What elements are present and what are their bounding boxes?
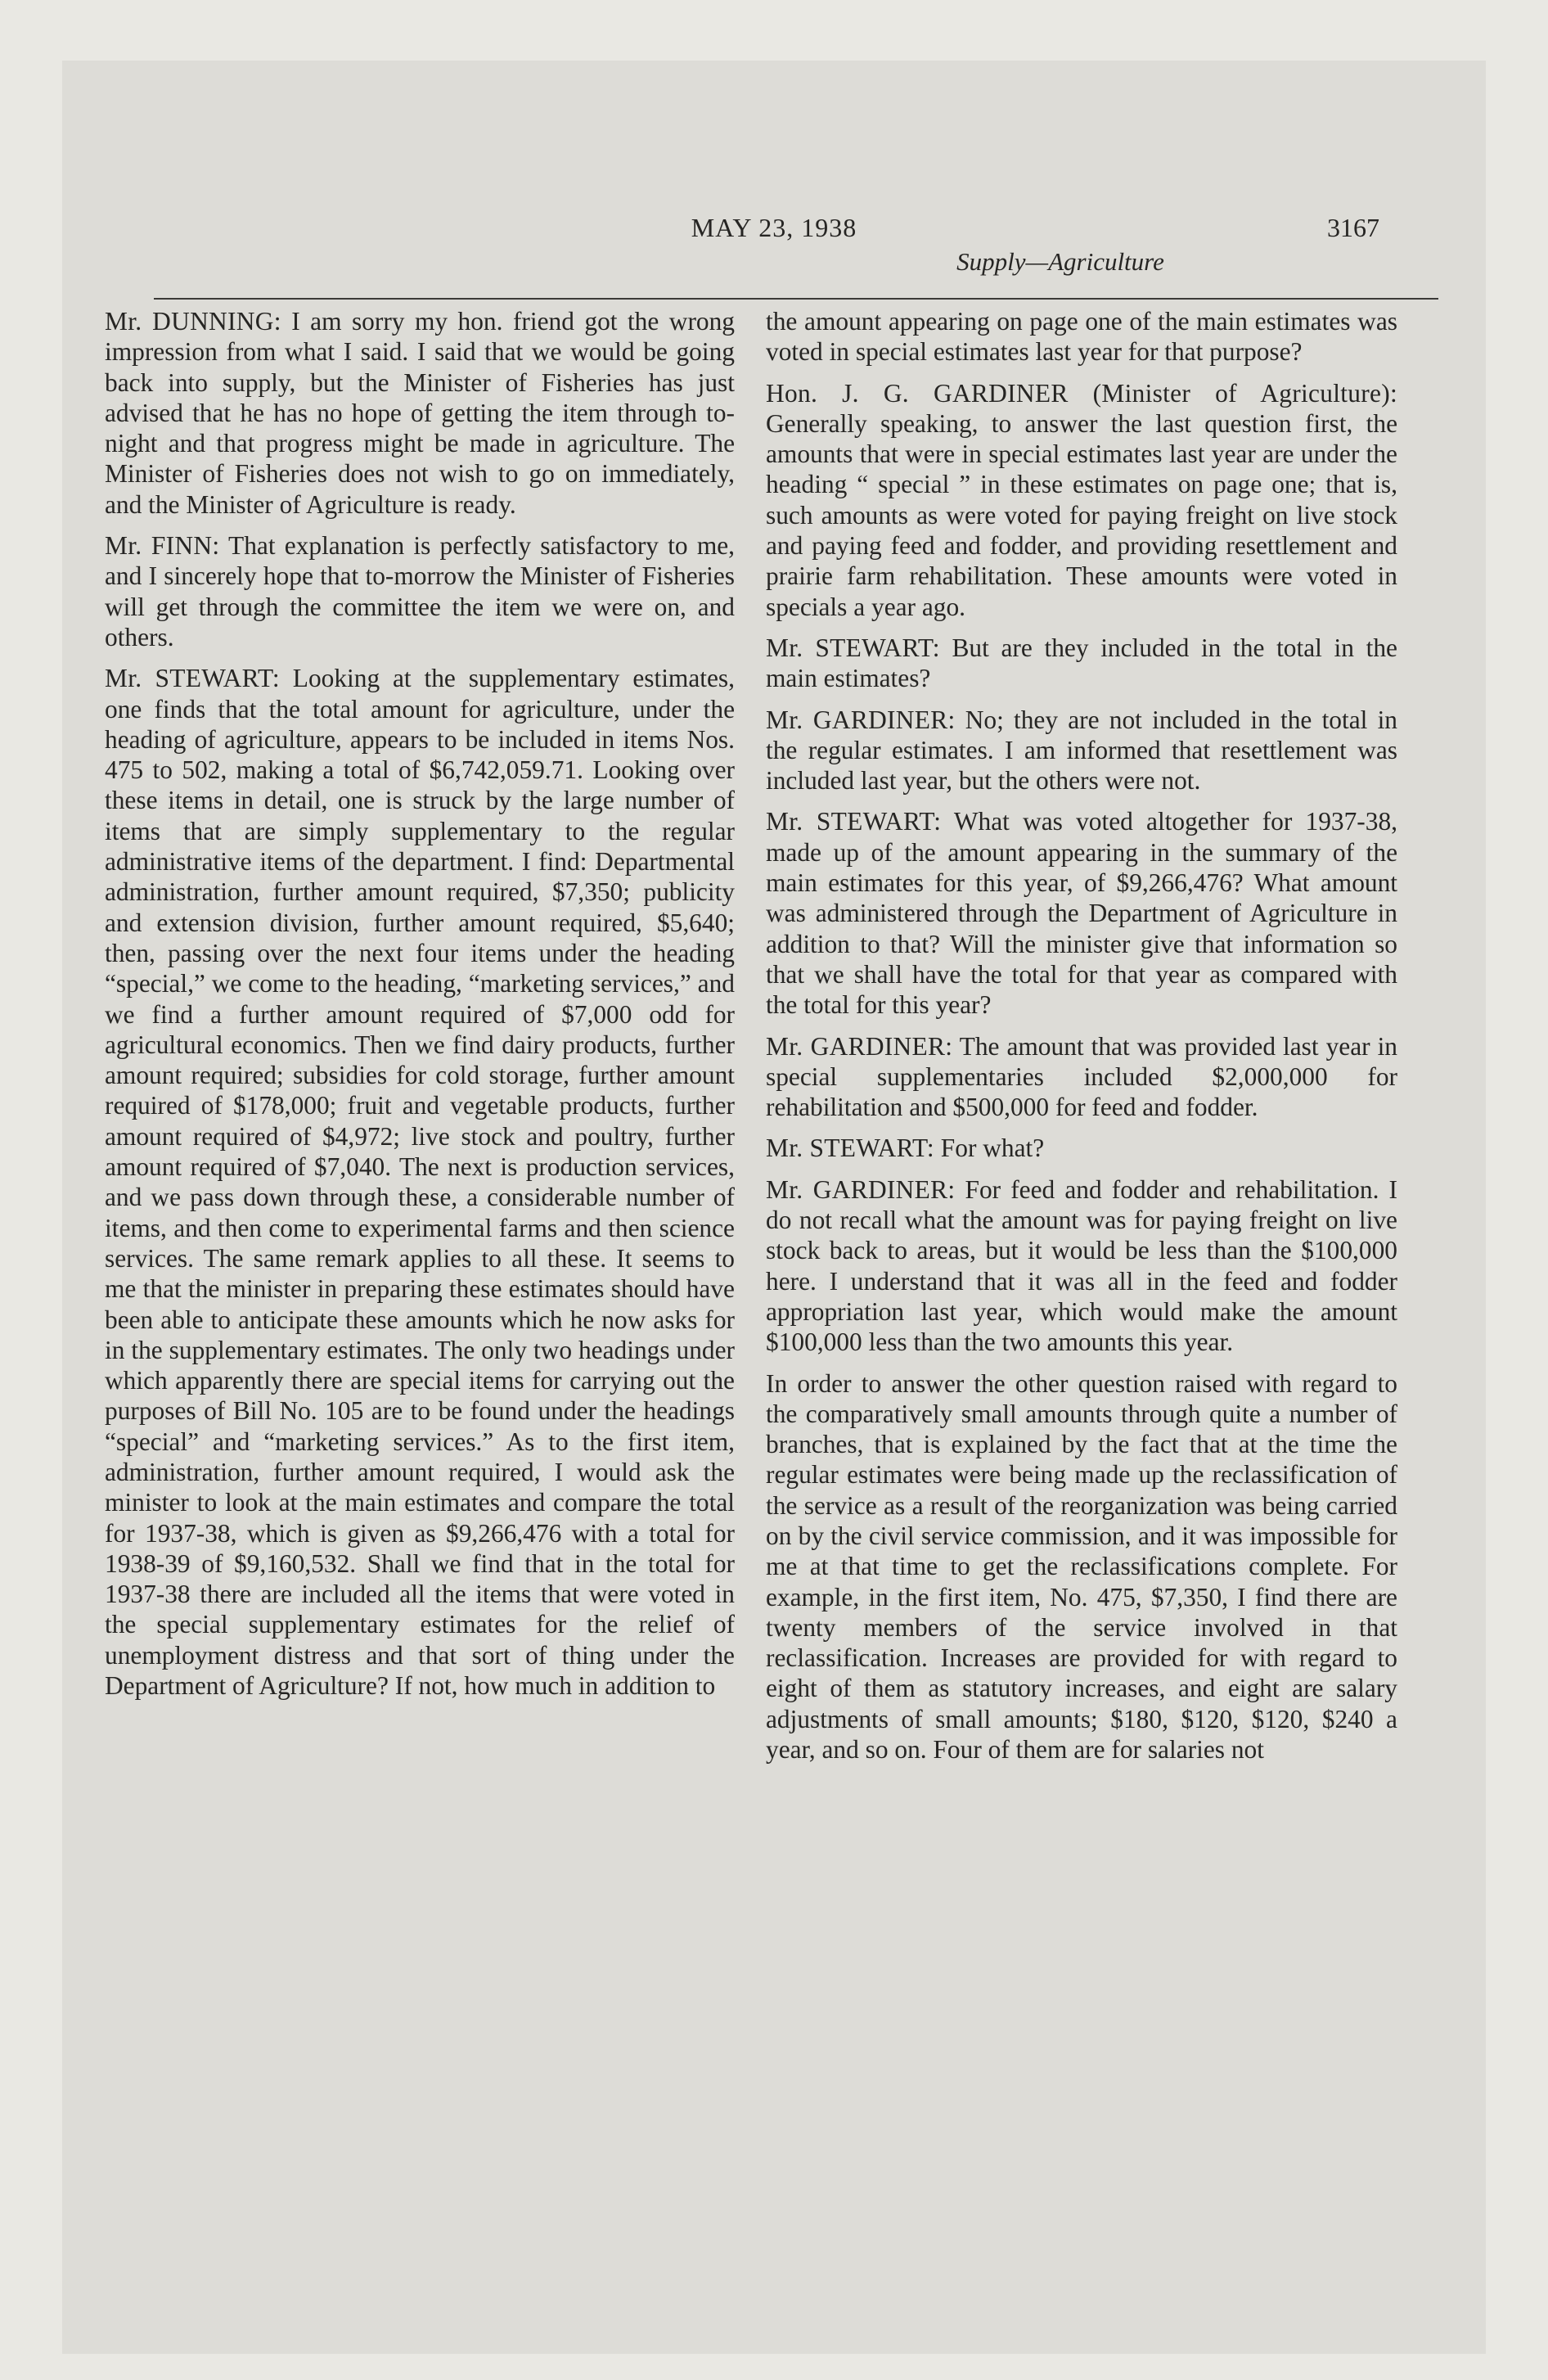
page-header <box>62 159 1486 298</box>
paragraph <box>766 806 1397 1020</box>
paragraph-text: I am sorry my hon. friend got the wrong impression from what I said. I said that we would be going back into supply, but the Minister of Fisheries has just advised that he has no hope of getting the item through to-night and that progress might be made in agriculture. The Minister of Fisheries does not wish to go on immediately, and the Minister of Agriculture is ready. <box>105 307 735 519</box>
paragraph-text: No; they are not included in the total in the regular estimates. I am informed that resettlement was included last year, but the others were not. <box>766 705 1397 796</box>
speaker-name: Mr. GARDINER: <box>766 1031 953 1061</box>
paragraph-text: But are they included in the total in the main estimates? <box>766 633 1397 693</box>
speaker-name: Mr. STEWART: <box>766 1134 934 1163</box>
speaker-name: Mr. GARDINER: <box>766 1174 956 1204</box>
paragraph <box>105 306 735 520</box>
speaker-name: Mr. STEWART: <box>766 633 940 662</box>
paragraph-text: For feed and fodder and rehabilitation. I do not recall what the amount was for paying freight on live stock back to areas, but it would be less than the $100,000 here. I understand that it was all in the feed and fodder appropriation last year, which would make the amount $100,000 less than the two amounts this year. <box>766 1174 1397 1357</box>
paragraph <box>105 530 735 652</box>
paragraph <box>766 633 1397 694</box>
section-title: Supply—Agriculture <box>956 247 1164 276</box>
speaker-name: Hon. J. G. GARDINER (Minister of Agriculture): <box>766 378 1397 408</box>
paragraph-text: Generally speaking, to answer the last question first, the amounts that were in special estimates last year are under the heading “ special ” in these estimates on page one; that is, such amounts as were voted for paying freight on live stock and paying feed and fodder, and providing resettlement and prairie farm rehabilitation. These amounts were voted in specials a year ago. <box>766 408 1397 621</box>
speaker-name: Mr. FINN: <box>105 531 220 561</box>
header-date: MAY 23, 1938 <box>691 213 857 242</box>
header-rule <box>154 298 1438 300</box>
left-column <box>105 306 735 1711</box>
speaker-name: Mr. GARDINER: <box>766 705 956 734</box>
document-page <box>62 61 1486 2354</box>
paragraph-text: Looking at the supplementary estimates, one finds that the total amount for agriculture, under the heading of agriculture, appears to be included in items Nos. 475 to 502, making a total of $6,742,059.71. Looking over these items in detail, one is struck by the large number of items that are simply supplementary to the regular administrative items of the department. I find: Departmental administration, further amount required, $7,350; publicity and extension division, further amount required, $5,640; then, passing over the next four items under the heading “special,” we come to the heading, “marketing services,” and we find a further amount required of $7,000 odd for agricultural economics. Then we find dairy products, further amount required; subsidies for cold storage, further amount required of $178,000; fruit and vegetable products, further amount required of $4,972; live stock and poultry, further amount required of $7,040. The next is production services, and we pass down through these, a considerable number of items, and then come to experimental farms and then science services. The same remark applies to all these. It seems to me that the minister in preparing these estimates should have been able to anticipate these amounts which he now asks for in the supplementary estimates. The only two headings under which apparently there are special items for carrying out the purposes of Bill No. 105 are to be found under the headings “special” and “marketing services.” As to the first item, administration, further amount required, I would ask the minister to look at the main estimates and compare the total for 1937-38, which is given as $9,266,476 with a total for 1938-39 of $9,160,532. Shall we find that in the total for 1937-38 there are included all the items that were voted in the special supplementary estimates for the relief of unemployment distress and that sort of thing under the Department of Agriculture? If not, how much in addition to <box>105 664 735 1701</box>
paragraph <box>766 306 1397 367</box>
paragraph <box>766 1031 1397 1123</box>
paragraph-text: That explanation is perfectly satisfactory to me, and I sincerely hope that to-morrow the Minister of Fisheries will get through the committee the item we were on, and others. <box>105 531 736 651</box>
paragraph <box>766 705 1397 796</box>
paragraph <box>766 1368 1397 1765</box>
paragraph <box>105 663 735 1701</box>
speaker-name: Mr. STEWART: <box>766 807 942 836</box>
page-number: 3167 <box>1327 213 1379 242</box>
paragraph-text: The amount that was provided last year in special supplementaries included $2,000,000 for rehabilitation and $500,000 for feed and fodder. <box>766 1031 1397 1122</box>
paragraph-text: the amount appearing on page one of the main estimates was voted in special estimates last year for that purpose? <box>766 307 1397 367</box>
paragraph-text: In order to answer the other question raised with regard to the comparatively small amounts through quite a number of branches, that is explained by the fact that at the time the regular estimates were being made up the reclassification of the service as a result of the reorganization was being carried on by the civil service commission, and it was impossible for me at that time to get the reclassifications complete. For example, in the first item, No. 475, $7,350, I find there are twenty members of the service involved in that reclassification. Increases are provided for with regard to eight of them as statutory increases, and eight are salary adjustments of small amounts; $180, $120, $120, $240 a year, and so on. Four of them are for salaries not <box>766 1368 1397 1765</box>
paragraph <box>766 1174 1397 1358</box>
paragraph-text: What was voted altogether for 1937-38, made up of the amount appearing in the summary of the main estimates for this year, of $9,266,476? What amount was administered through the Department of Agriculture in addition to that? Will the minister give that information so that we shall have the total for that year as compared with the total for this year? <box>766 807 1397 1020</box>
right-column <box>766 306 1397 1775</box>
speaker-name: Mr. STEWART: <box>105 664 280 693</box>
speaker-name: Mr. DUNNING: <box>105 307 281 336</box>
paragraph-text: For what? <box>934 1134 1045 1163</box>
paragraph <box>766 378 1397 622</box>
paragraph <box>766 1133 1397 1163</box>
